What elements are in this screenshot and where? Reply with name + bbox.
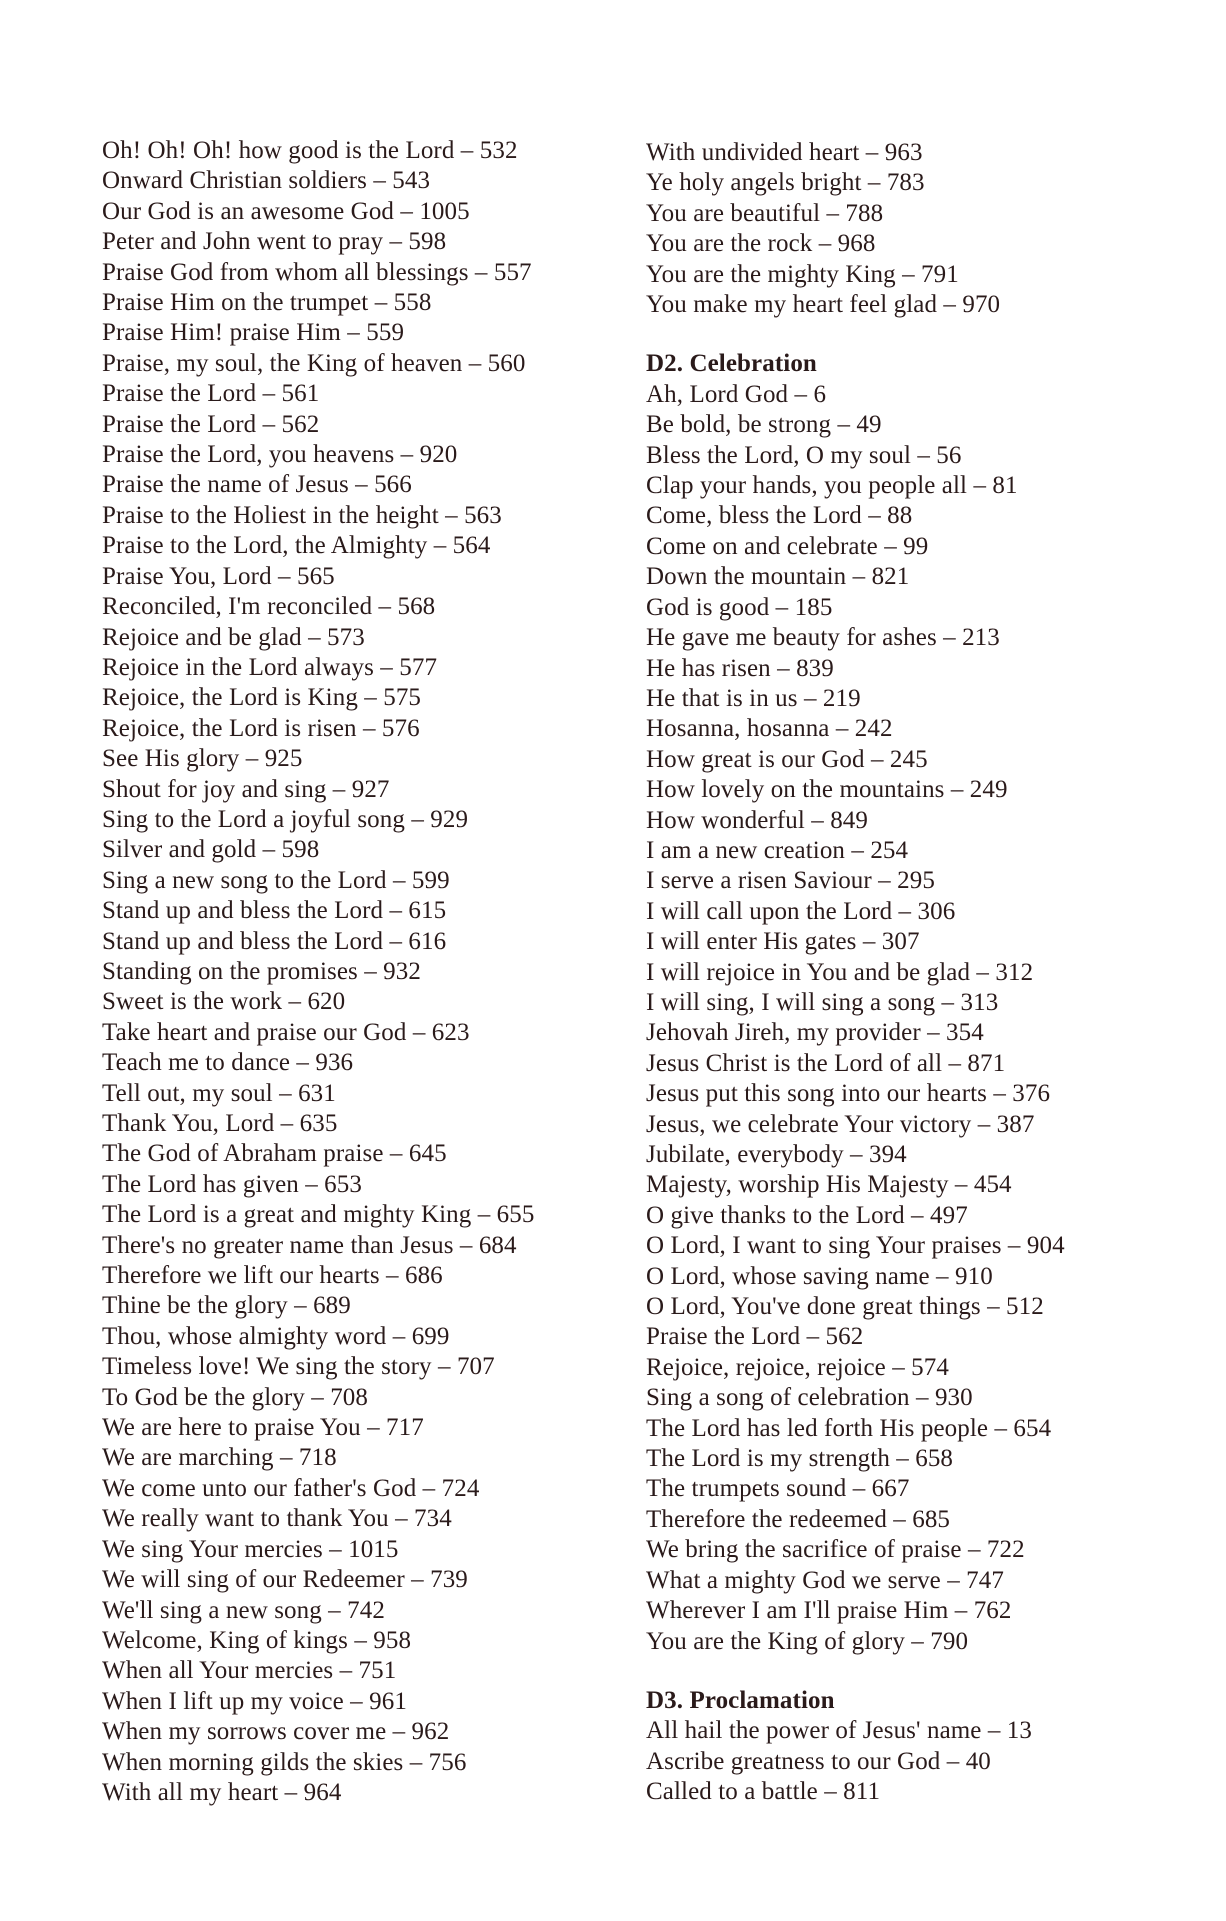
index-entry: Jesus Christ is the Lord of all – 871 (646, 1049, 1006, 1077)
d3-proclamation-list (646, 1716, 1206, 1807)
index-entry: I serve a risen Saviour – 295 (646, 867, 935, 895)
index-entry: You are the rock – 968 (646, 230, 876, 258)
index-entry: Timeless love! We sing the story – 707 (102, 1353, 495, 1381)
index-entry: Hosanna, hosanna – 242 (646, 715, 893, 743)
index-entry: Praise You, Lord – 565 (102, 562, 335, 590)
index-entry: The Lord is my strength – 658 (646, 1445, 954, 1473)
index-entry: All hail the power of Jesus' name – 13 (646, 1717, 1033, 1745)
index-entry: Rejoice in the Lord always – 577 (102, 653, 438, 681)
index-entry: Jubilate, everybody – 394 (646, 1141, 907, 1168)
index-entry: He has risen – 839 (646, 654, 834, 682)
index-entry: When all Your mercies – 751 (102, 1657, 397, 1685)
index-entry: Clap your hands, you people all – 81 (646, 472, 1018, 500)
index-entry: Be bold, be strong – 49 (646, 411, 882, 439)
index-entry: Silver and gold – 598 (102, 836, 320, 864)
index-entry: Praise to the Lord, the Almighty – 564 (102, 532, 491, 560)
index-entry: Ye holy angels bright – 783 (646, 169, 925, 197)
index-entry: I will sing, I will sing a song – 313 (646, 988, 999, 1016)
index-entry: There's no greater name than Jesus – 684 (102, 1231, 517, 1259)
left-column (102, 136, 622, 1808)
index-entry: Take heart and praise our God – 623 (102, 1018, 470, 1046)
section-gap (646, 320, 1206, 349)
index-entry: We sing Your mercies – 1015 (102, 1535, 399, 1563)
index-entry: Praise to the Holiest in the height – 563 (102, 501, 502, 529)
index-entry: O Lord, You've done great things – 512 (646, 1293, 1044, 1321)
index-entry: Therefore we lift our hearts – 686 (102, 1262, 443, 1290)
index-entry: When I lift up my voice – 961 (102, 1687, 407, 1715)
index-entry: Our God is an awesome God – 1005 (102, 197, 470, 225)
index-entry: When morning gilds the skies – 756 (102, 1748, 467, 1776)
right-column (646, 138, 1206, 1808)
index-entry: Praise the name of Jesus – 566 (102, 471, 412, 499)
index-entry: Peter and John went to pray – 598 (102, 228, 447, 256)
index-entry: We are here to praise You – 717 (102, 1414, 424, 1442)
index-entry: You make my heart feel glad – 970 (646, 291, 1001, 319)
index-entry: We really want to thank You – 734 (102, 1505, 452, 1533)
index-entry: Standing on the promises – 932 (102, 957, 421, 985)
index-entry: O Lord, I want to sing Your praises – 904 (646, 1232, 1065, 1260)
index-entry: Onward Christian soldiers – 543 (102, 167, 431, 195)
index-entry: Praise the Lord – 561 (102, 380, 320, 408)
index-entry: The Lord is a great and mighty King – 655 (102, 1201, 535, 1229)
index-entry: Thou, whose almighty word – 699 (102, 1322, 450, 1350)
index-entry: You are the King of glory – 790 (646, 1627, 969, 1655)
index-entry: The Lord has given – 653 (102, 1170, 362, 1198)
index-entry: I will call upon the Lord – 306 (646, 897, 956, 925)
right-top-list (646, 138, 1206, 320)
index-entry: Sweet is the work – 620 (102, 988, 346, 1016)
index-entry: He that is in us – 219 (646, 684, 861, 712)
section-heading-d3: D3. Proclamation (646, 1686, 835, 1714)
index-entry: O give thanks to the Lord – 497 (646, 1201, 968, 1229)
index-entry: God is good – 185 (646, 593, 833, 621)
index-entry: Stand up and bless the Lord – 615 (102, 897, 447, 925)
index-entry: Sing to the Lord a joyful song – 929 (102, 805, 469, 833)
index-entry: Praise the Lord, you heavens – 920 (102, 441, 458, 469)
d2-celebration-list (646, 380, 1206, 1657)
index-entry: Rejoice, rejoice, rejoice – 574 (646, 1353, 949, 1381)
index-entry: Wherever I am I'll praise Him – 762 (646, 1597, 1012, 1625)
index-entry: Praise, my soul, the King of heaven – 560 (102, 349, 526, 377)
index-entry: To God be the glory – 708 (102, 1383, 368, 1411)
index-entry: How wonderful – 849 (646, 806, 869, 834)
index-entry: Ascribe greatness to our God – 40 (646, 1747, 991, 1775)
index-entry: Welcome, King of kings – 958 (102, 1626, 412, 1654)
index-entry: I will rejoice in You and be glad – 312 (646, 958, 1034, 986)
index-entry: Ah, Lord God – 6 (646, 380, 827, 408)
index-entry: The trumpets sound – 667 (646, 1475, 910, 1503)
index-entry: You are beautiful – 788 (646, 199, 884, 227)
index-entry: Praise Him! praise Him – 559 (102, 319, 405, 347)
index-entry: Down the mountain – 821 (646, 563, 910, 591)
index-entry: We will sing of our Redeemer – 739 (102, 1566, 468, 1594)
index-entry: The God of Abraham praise – 645 (102, 1140, 447, 1168)
index-entry: Jehovah Jireh, my provider – 354 (646, 1019, 984, 1047)
index-entry: With all my heart – 964 (102, 1778, 342, 1806)
index-entry: Majesty, worship His Majesty – 454 (646, 1171, 1012, 1199)
index-entry: Bless the Lord, O my soul – 56 (646, 441, 962, 469)
index-entry: Stand up and bless the Lord – 616 (102, 927, 447, 955)
index-entry: How great is our God – 245 (646, 745, 928, 773)
index-entry: Praise the Lord – 562 (102, 410, 320, 438)
index-entry: Thine be the glory – 689 (102, 1292, 351, 1320)
index-entry: Praise God from whom all blessings – 557 (102, 258, 532, 286)
index-entry: Come, bless the Lord – 88 (646, 502, 913, 530)
index-entry: Therefore the redeemed – 685 (646, 1505, 951, 1533)
index-entry: I will enter His gates – 307 (646, 928, 920, 956)
index-entry: He gave me beauty for ashes – 213 (646, 624, 1000, 652)
index-entry: What a mighty God we serve – 747 (646, 1566, 1004, 1594)
index-entry: Reconciled, I'm reconciled – 568 (102, 593, 436, 621)
index-entry: Teach me to dance – 936 (102, 1049, 354, 1077)
index-entry: Called to a battle – 811 (646, 1778, 881, 1806)
index-entry: Thank You, Lord – 635 (102, 1110, 338, 1137)
index-entry: Rejoice, the Lord is risen – 576 (102, 714, 420, 742)
index-entry: Rejoice and be glad – 573 (102, 623, 365, 651)
index-entry: When my sorrows cover me – 962 (102, 1718, 450, 1746)
index-entry: We come unto our father's God – 724 (102, 1474, 480, 1502)
index-entry: Shout for joy and sing – 927 (102, 775, 390, 803)
section-heading-d2: D2. Celebration (646, 350, 817, 378)
index-entry: The Lord has led forth His people – 654 (646, 1414, 1052, 1442)
section-gap (646, 1657, 1206, 1686)
index-entry: Praise Him on the trumpet – 558 (102, 289, 432, 317)
index-entry: With undivided heart – 963 (646, 139, 923, 166)
index-entry: Jesus, we celebrate Your victory – 387 (646, 1110, 1035, 1138)
index-entry: Come on and celebrate – 99 (646, 532, 929, 560)
index-entry: Oh! Oh! Oh! how good is the Lord – 532 (102, 137, 518, 164)
index-entry: Praise the Lord – 562 (646, 1323, 864, 1351)
index-entry: Sing a song of celebration – 930 (646, 1384, 973, 1412)
index-entry: Tell out, my soul – 631 (102, 1079, 336, 1107)
index-entry: We'll sing a new song – 742 (102, 1596, 385, 1624)
index-entry: O Lord, whose saving name – 910 (646, 1262, 993, 1290)
index-entry: I am a new creation – 254 (646, 836, 909, 864)
index-entry: Rejoice, the Lord is King – 575 (102, 684, 422, 712)
index-entry: Jesus put this song into our hearts – 376 (646, 1080, 1051, 1108)
index-entry: How lovely on the mountains – 249 (646, 776, 1008, 804)
index-entry: We are marching – 718 (102, 1444, 337, 1472)
index-entry: We bring the sacrifice of praise – 722 (646, 1536, 1025, 1564)
index-entry: See His glory – 925 (102, 745, 303, 773)
index-entry: You are the mighty King – 791 (646, 260, 959, 288)
index-entry: Sing a new song to the Lord – 599 (102, 866, 450, 894)
